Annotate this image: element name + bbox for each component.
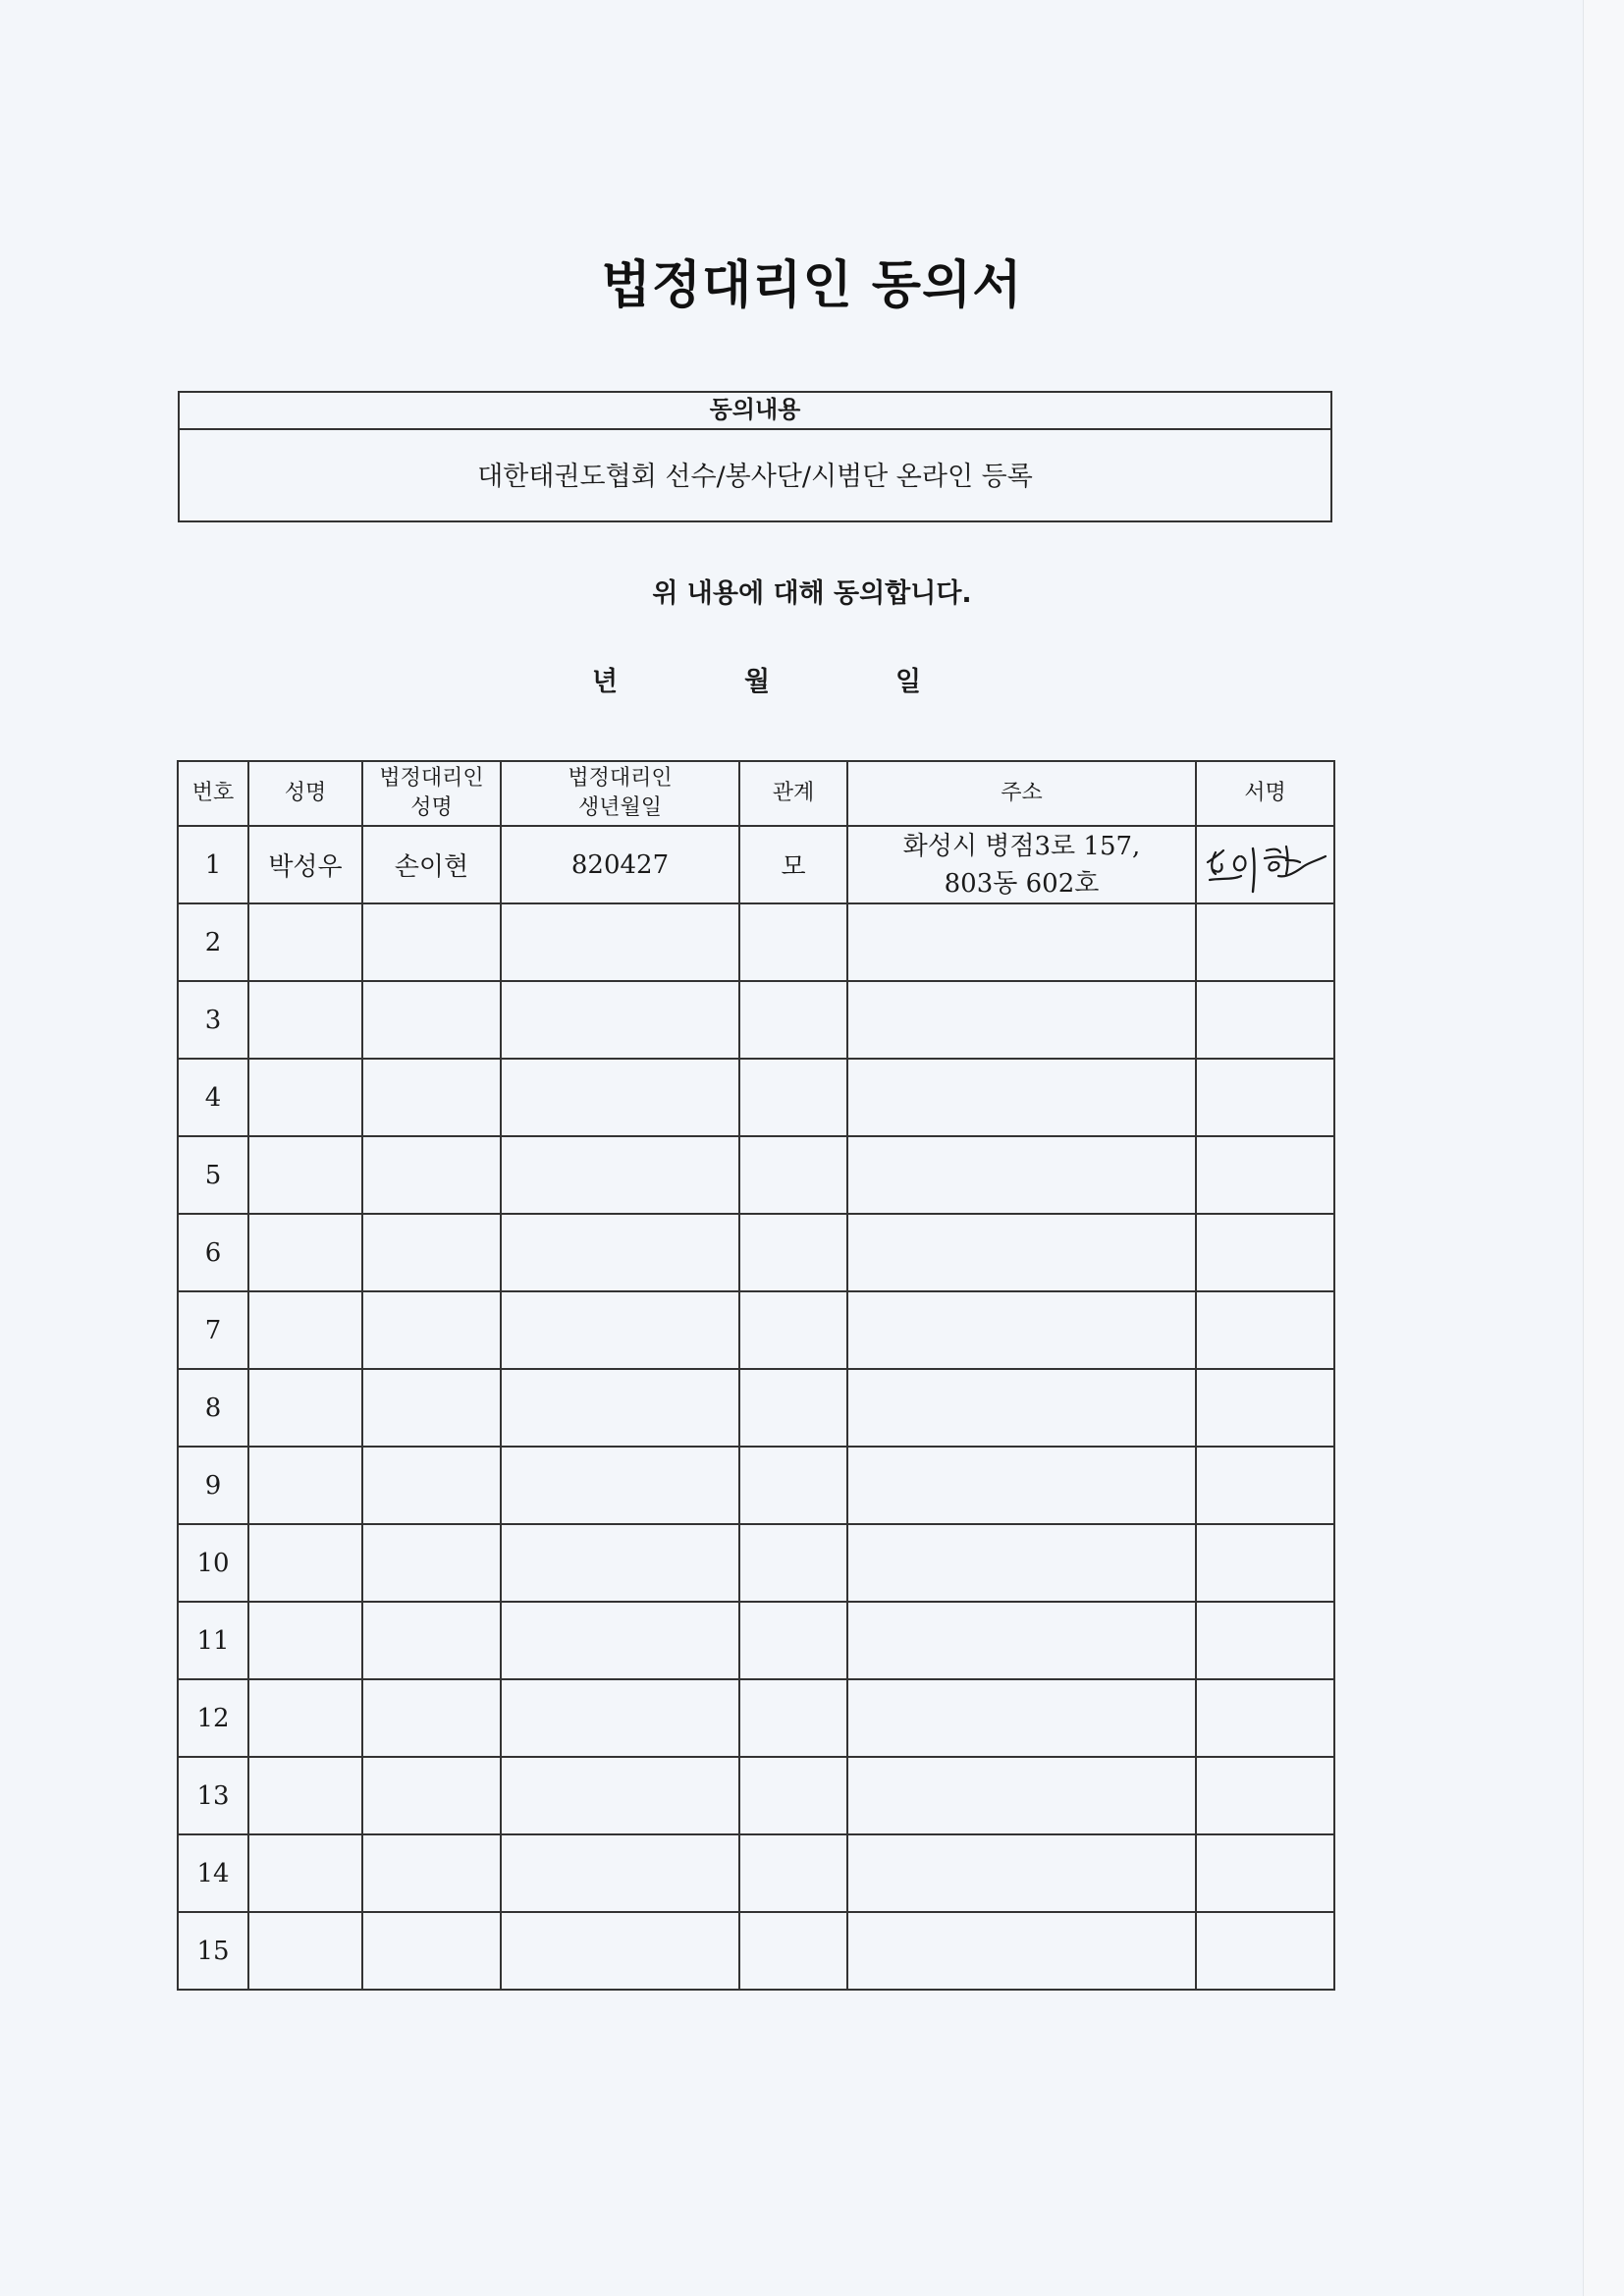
header-guardian-name-line2: 성명 <box>410 795 453 820</box>
row-address <box>847 981 1196 1059</box>
table-row <box>178 1912 1334 1990</box>
row-relation: 모 <box>739 826 847 903</box>
row-name <box>248 1369 362 1447</box>
row-guardian-birth <box>501 1447 739 1524</box>
row-name <box>248 903 362 981</box>
row-guardian-name <box>362 1757 501 1834</box>
row-signature <box>1196 1834 1334 1912</box>
row-address <box>847 1369 1196 1447</box>
row-guardian-name <box>362 1679 501 1757</box>
header-guardian-birth <box>501 761 739 826</box>
row-signature <box>1196 1602 1334 1679</box>
row-guardian-birth <box>501 1369 739 1447</box>
row-number: 6 <box>178 1214 248 1291</box>
row-guardian-birth <box>501 1912 739 1990</box>
row-guardian-birth <box>501 1524 739 1602</box>
row-name <box>248 1447 362 1524</box>
row-name <box>248 1524 362 1602</box>
table-row <box>178 981 1334 1059</box>
row-name <box>248 1602 362 1679</box>
row-number: 13 <box>178 1757 248 1834</box>
row-guardian-birth <box>501 1757 739 1834</box>
row-relation <box>739 1524 847 1602</box>
row-relation <box>739 1679 847 1757</box>
row-relation <box>739 1757 847 1834</box>
row-guardian-name <box>362 1059 501 1136</box>
row-signature <box>1196 981 1334 1059</box>
table-row <box>178 1679 1334 1757</box>
row-address-line1: 화성시 병점3로 157, <box>902 831 1141 861</box>
row-guardian-birth <box>501 1834 739 1912</box>
date-month-label: 월 <box>744 667 771 697</box>
row-guardian-name <box>362 1524 501 1602</box>
row-guardian-name <box>362 1602 501 1679</box>
table-row <box>178 1524 1334 1602</box>
row-address <box>847 903 1196 981</box>
consent-header: 동의내용 <box>180 393 1330 430</box>
row-name <box>248 1757 362 1834</box>
row-signature <box>1196 1059 1334 1136</box>
row-address <box>847 1912 1196 1990</box>
row-guardian-name <box>362 1136 501 1214</box>
row-number: 2 <box>178 903 248 981</box>
page-edge <box>1583 0 1624 2296</box>
guardian-consent-table <box>177 760 1335 1991</box>
row-relation <box>739 1447 847 1524</box>
table-row <box>178 1214 1334 1291</box>
row-relation <box>739 1214 847 1291</box>
row-guardian-name <box>362 1291 501 1369</box>
row-guardian-name <box>362 1447 501 1524</box>
consent-content-box <box>178 391 1332 522</box>
row-signature <box>1196 1912 1334 1990</box>
row-address <box>847 1679 1196 1757</box>
row-name <box>248 1214 362 1291</box>
row-guardian-name <box>362 1912 501 1990</box>
row-address <box>847 826 1196 903</box>
table-row <box>178 1059 1334 1136</box>
table-row <box>178 826 1334 903</box>
header-guardian-name-line1: 법정대리인 <box>379 766 484 791</box>
row-number: 10 <box>178 1524 248 1602</box>
row-guardian-birth <box>501 1136 739 1214</box>
row-name <box>248 1912 362 1990</box>
row-address <box>847 1524 1196 1602</box>
table-row <box>178 1447 1334 1524</box>
row-guardian-name: 손이현 <box>362 826 501 903</box>
row-relation <box>739 1291 847 1369</box>
document-title: 법정대리인 동의서 <box>601 256 1023 315</box>
handwritten-signature <box>1202 831 1329 900</box>
table-row <box>178 1291 1334 1369</box>
table-row <box>178 1602 1334 1679</box>
row-name <box>248 1059 362 1136</box>
row-relation <box>739 1602 847 1679</box>
row-relation <box>739 1369 847 1447</box>
row-number: 4 <box>178 1059 248 1136</box>
row-guardian-name <box>362 1214 501 1291</box>
row-number: 3 <box>178 981 248 1059</box>
header-guardian-name <box>362 761 501 826</box>
row-name <box>248 1834 362 1912</box>
row-name <box>248 1291 362 1369</box>
table-row <box>178 903 1334 981</box>
row-address <box>847 1602 1196 1679</box>
row-relation <box>739 1136 847 1214</box>
row-guardian-birth: 820427 <box>501 826 739 903</box>
row-guardian-name <box>362 1834 501 1912</box>
row-signature <box>1196 1757 1334 1834</box>
table-row <box>178 1757 1334 1834</box>
row-number: 11 <box>178 1602 248 1679</box>
row-signature <box>1196 1214 1334 1291</box>
row-address <box>847 1757 1196 1834</box>
row-number: 12 <box>178 1679 248 1757</box>
row-signature <box>1196 1524 1334 1602</box>
row-name <box>248 1679 362 1757</box>
row-relation <box>739 903 847 981</box>
row-relation <box>739 1059 847 1136</box>
row-guardian-birth <box>501 903 739 981</box>
header-signature: 서명 <box>1196 761 1334 826</box>
row-address <box>847 1291 1196 1369</box>
row-guardian-birth <box>501 1059 739 1136</box>
row-relation <box>739 1834 847 1912</box>
date-day-label: 일 <box>895 667 922 697</box>
row-name <box>248 1136 362 1214</box>
row-signature <box>1196 1136 1334 1214</box>
row-guardian-birth <box>501 1679 739 1757</box>
row-number: 9 <box>178 1447 248 1524</box>
header-relation: 관계 <box>739 761 847 826</box>
row-address-line2: 803동 602호 <box>944 868 1100 899</box>
row-name: 박성우 <box>248 826 362 903</box>
header-guardian-birth-line1: 법정대리인 <box>568 766 673 791</box>
row-guardian-name <box>362 903 501 981</box>
row-signature <box>1196 1369 1334 1447</box>
consent-content: 대한태권도협회 선수/봉사단/시범단 온라인 등록 <box>477 462 1033 492</box>
table-header-row <box>178 761 1334 826</box>
agreement-statement: 위 내용에 대해 동의합니다. <box>652 578 972 609</box>
row-address <box>847 1214 1196 1291</box>
header-no: 번호 <box>178 761 248 826</box>
table-row <box>178 1834 1334 1912</box>
row-guardian-birth <box>501 981 739 1059</box>
row-guardian-name <box>362 1369 501 1447</box>
row-guardian-birth <box>501 1214 739 1291</box>
row-relation <box>739 1912 847 1990</box>
row-address <box>847 1136 1196 1214</box>
row-signature <box>1196 1291 1334 1369</box>
row-guardian-name <box>362 981 501 1059</box>
row-signature <box>1196 1679 1334 1757</box>
table-row <box>178 1136 1334 1214</box>
header-name: 성명 <box>248 761 362 826</box>
row-guardian-birth <box>501 1291 739 1369</box>
row-number: 8 <box>178 1369 248 1447</box>
row-signature <box>1196 1447 1334 1524</box>
row-signature <box>1196 903 1334 981</box>
row-address <box>847 1447 1196 1524</box>
row-signature <box>1196 826 1334 903</box>
row-name <box>248 981 362 1059</box>
row-number: 15 <box>178 1912 248 1990</box>
row-address <box>847 1059 1196 1136</box>
row-relation <box>739 981 847 1059</box>
row-number: 1 <box>178 826 248 903</box>
row-guardian-birth <box>501 1602 739 1679</box>
header-address: 주소 <box>847 761 1196 826</box>
table-row <box>178 1369 1334 1447</box>
row-number: 7 <box>178 1291 248 1369</box>
row-address <box>847 1834 1196 1912</box>
header-guardian-birth-line2: 생년월일 <box>577 795 662 820</box>
date-year-label: 년 <box>592 667 619 697</box>
row-number: 5 <box>178 1136 248 1214</box>
row-number: 14 <box>178 1834 248 1912</box>
